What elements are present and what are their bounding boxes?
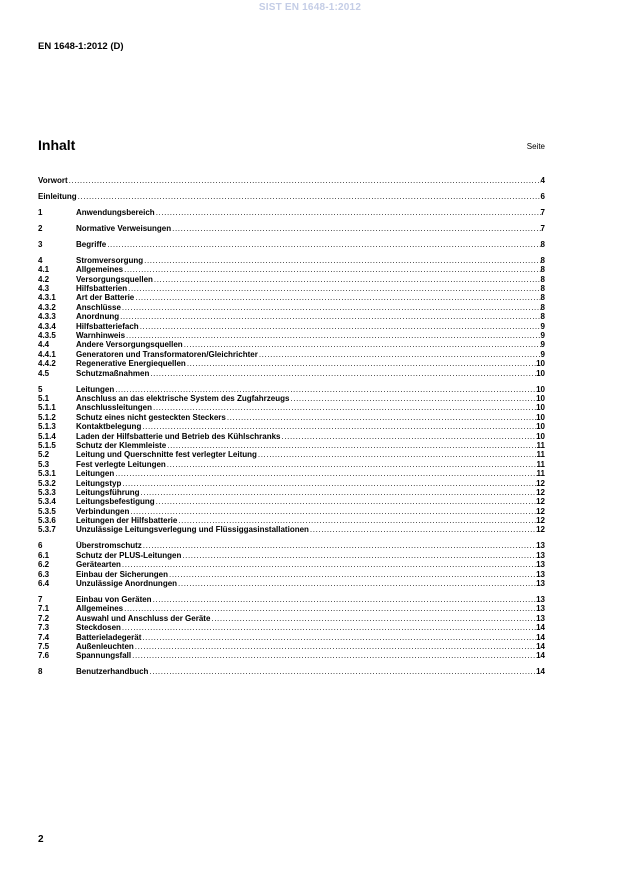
toc-entry-number: 5.3.3 <box>38 487 56 497</box>
toc-dot-leader <box>125 331 541 340</box>
toc-entry[interactable] <box>38 331 545 340</box>
toc-entry-title: Anwendungsbereich <box>76 207 155 217</box>
toc-entry-title: Einbau von Geräten <box>76 594 152 604</box>
toc-entry-page: 8 <box>540 293 545 303</box>
toc-entry-page: 14 <box>536 651 545 661</box>
toc-dot-leader <box>171 224 540 233</box>
toc-entry-page: 13 <box>536 613 545 623</box>
toc-dot-leader <box>121 623 536 632</box>
toc-entry-page: 8 <box>540 239 545 249</box>
toc-entry[interactable] <box>38 432 545 441</box>
toc-entry-number: 6.1 <box>38 550 50 560</box>
toc-entry-title: Leitungsbefestigung <box>76 497 155 507</box>
toc-entry[interactable] <box>38 497 545 506</box>
toc-dot-leader <box>121 560 536 569</box>
toc-entry-title: Leitungsführung <box>76 487 140 497</box>
toc-entry-page: 10 <box>536 412 545 422</box>
toc-entry-page: 13 <box>536 569 545 579</box>
toc-entry-number: 7.6 <box>38 651 50 661</box>
toc-entry-page: 12 <box>536 497 545 507</box>
toc-dot-leader <box>166 441 536 450</box>
toc-entry-page: 7 <box>540 223 545 233</box>
toc-entry-number: 7.3 <box>38 623 50 633</box>
toc-entry-title: Hilfsbatteriefach <box>76 321 139 331</box>
toc-entry-title: Anschluss an das elektrische System des Zugfahrzeugs <box>76 393 290 403</box>
toc-entry[interactable] <box>38 488 545 497</box>
toc-entry-title: Generatoren und Transformatoren/Gleichrichter <box>76 349 258 359</box>
toc-entry-title: Verbindungen <box>76 506 130 516</box>
toc-entry-title: Vorwort <box>38 176 68 185</box>
toc-entry[interactable] <box>38 275 545 284</box>
toc-dot-leader <box>114 469 536 478</box>
toc-entry-page: 11 <box>536 450 545 460</box>
toc-entry-title: Allgemeines <box>76 604 124 614</box>
toc-entry[interactable] <box>38 312 545 321</box>
toc-entry-page: 11 <box>536 469 545 479</box>
toc-dot-leader <box>148 667 536 676</box>
toc-entry-number: 5.3.6 <box>38 516 56 526</box>
toc-dot-leader <box>141 633 536 642</box>
toc-entry-number: 6.4 <box>38 579 50 588</box>
toc-entry-page: 8 <box>540 284 545 294</box>
toc-dot-leader <box>134 293 540 302</box>
toc-dot-leader <box>177 516 536 525</box>
toc-entry[interactable] <box>38 403 545 412</box>
toc-entry-title: Versorgungsquellen <box>76 274 153 284</box>
toc-entry-number: 6.2 <box>38 560 50 570</box>
toc-entry-title: Überstromschutz <box>76 541 142 551</box>
toc-entry-number: 3 <box>38 239 43 249</box>
toc-dot-leader <box>183 340 541 349</box>
toc-dot-leader <box>121 303 541 312</box>
toc-entry[interactable] <box>38 322 545 331</box>
toc-entry-page: 10 <box>536 422 545 432</box>
toc-entry[interactable] <box>38 413 545 422</box>
toc-entry[interactable] <box>38 441 545 450</box>
toc-entry[interactable] <box>38 525 545 534</box>
toc-entry-page: 10 <box>536 368 545 378</box>
toc-entry-title: Unzulässige Leitungsverlegung und Flüssiggasinstallationen <box>76 525 309 535</box>
toc-dot-leader <box>127 284 540 293</box>
toc-entry-number: 4.3 <box>38 284 50 294</box>
toc-dot-leader <box>155 208 541 217</box>
toc-entry-page: 13 <box>536 550 545 560</box>
toc-entry-page: 14 <box>536 623 545 633</box>
toc-entry[interactable] <box>38 667 545 676</box>
toc-entry-page: 8 <box>540 265 545 275</box>
toc-entry-title: Leitungstyp <box>76 478 122 488</box>
toc-dot-leader <box>143 256 540 265</box>
toc-entry-page: 11 <box>536 459 545 469</box>
toc-heading: Inhalt <box>38 137 76 153</box>
document-reference: EN 1648-1:2012 (D) <box>38 41 124 52</box>
toc-dot-leader <box>149 369 536 378</box>
toc-entry[interactable] <box>38 604 545 613</box>
toc-entry-page: 4 <box>540 176 545 185</box>
toc-entry-number: 7.4 <box>38 632 50 642</box>
toc-entry-number: 5.3 <box>38 459 50 469</box>
toc-entry[interactable] <box>38 469 545 478</box>
toc-dot-leader <box>121 479 536 488</box>
toc-entry-number: 7.2 <box>38 613 50 623</box>
toc-entry[interactable] <box>38 208 545 217</box>
toc-dot-leader <box>114 385 536 394</box>
toc-entry-title: Anschlussleitungen <box>76 403 153 413</box>
toc-entry-title: Gerätearten <box>76 560 121 570</box>
toc-entry[interactable] <box>38 579 545 588</box>
toc-entry-page: 10 <box>536 359 545 369</box>
toc-dot-leader <box>106 240 540 249</box>
toc-entry-title: Einbau der Sicherungen <box>76 569 169 579</box>
toc-entry[interactable] <box>38 450 545 459</box>
toc-entry-page: 9 <box>540 331 545 341</box>
toc-entry-number: 4.3.4 <box>38 321 56 331</box>
toc-dot-leader <box>168 570 536 579</box>
toc-entry-page: 12 <box>536 487 545 497</box>
toc-entry-number: 5.3.2 <box>38 478 56 488</box>
toc-entry-number: 4.2 <box>38 274 50 284</box>
toc-entry-number: 5.3.5 <box>38 506 56 516</box>
toc-entry-number: 7 <box>38 594 43 604</box>
toc-entry[interactable] <box>38 369 545 378</box>
toc-entry[interactable] <box>38 240 545 249</box>
toc-entry-title: Batterieladegerät <box>76 632 142 642</box>
toc-entry-number: 8 <box>38 667 43 677</box>
toc-entry-number: 5.1 <box>38 393 50 403</box>
toc-entry[interactable] <box>38 192 545 201</box>
toc-entry-title: Begriffe <box>76 239 107 249</box>
toc-dot-leader <box>289 394 536 403</box>
toc-entry-page: 13 <box>536 604 545 614</box>
toc-dot-leader <box>153 275 541 284</box>
toc-entry-title: Schutz der PLUS-Leitungen <box>76 550 182 560</box>
toc-entry-title: Hilfsbatterien <box>76 284 128 294</box>
toc-dot-leader <box>119 312 540 321</box>
toc-entry-page: 13 <box>536 579 545 588</box>
toc-entry-page: 9 <box>540 349 545 359</box>
toc-entry[interactable] <box>38 284 545 293</box>
toc-entry-title: Steckdosen <box>76 623 121 633</box>
toc-entry-page: 10 <box>536 393 545 403</box>
toc-entry[interactable] <box>38 293 545 302</box>
page-column-label: Seite <box>526 142 545 151</box>
toc-entry-number: 4.3.1 <box>38 293 56 303</box>
toc-dot-leader <box>186 359 536 368</box>
toc-entry-title: Leitungen <box>76 384 115 394</box>
toc-entry[interactable] <box>38 507 545 516</box>
toc-dot-leader <box>123 265 540 274</box>
toc-entry-title: Stromversorgung <box>76 255 144 265</box>
toc-entry-number: 4.3.3 <box>38 312 56 322</box>
toc-entry-number: 7.5 <box>38 641 50 651</box>
toc-entry[interactable] <box>38 359 545 368</box>
toc-dot-leader <box>257 450 537 459</box>
toc-entry[interactable] <box>38 642 545 651</box>
toc-entry-number: 4.1 <box>38 265 50 275</box>
toc-entry-title: Regenerative Energiequellen <box>76 359 186 369</box>
toc-entry-number: 6 <box>38 541 43 551</box>
table-of-contents <box>38 176 545 677</box>
toc-entry-title: Andere Versorgungsquellen <box>76 340 183 350</box>
toc-entry-title: Benutzerhandbuch <box>76 667 149 677</box>
toc-dot-leader <box>77 192 541 201</box>
toc-entry[interactable] <box>38 541 545 550</box>
toc-entry[interactable] <box>38 633 545 642</box>
watermark: SIST EN 1648-1:2012 <box>258 2 362 13</box>
toc-entry-title: Auswahl und Anschluss der Geräte <box>76 613 211 623</box>
toc-entry-title: Einleitung <box>38 191 77 201</box>
toc-entry-title: Schutz eines nicht gesteckten Steckers <box>76 412 226 422</box>
toc-dot-leader <box>226 413 536 422</box>
toc-entry[interactable] <box>38 623 545 632</box>
toc-entry-title: Art der Batterie <box>76 293 135 303</box>
toc-entry-title: Spannungsfall <box>76 651 132 661</box>
toc-entry-page: 6 <box>540 191 545 201</box>
toc-entry[interactable] <box>38 224 545 233</box>
toc-entry-page: 9 <box>540 321 545 331</box>
toc-entry-number: 5.1.5 <box>38 440 56 450</box>
toc-entry-page: 12 <box>536 506 545 516</box>
toc-entry-page: 12 <box>536 516 545 526</box>
toc-entry-page: 10 <box>536 384 545 394</box>
toc-dot-leader <box>142 541 536 550</box>
page-number: 2 <box>38 834 44 845</box>
toc-entry[interactable] <box>38 394 545 403</box>
toc-entry[interactable] <box>38 516 545 525</box>
toc-entry-page: 11 <box>536 440 545 450</box>
toc-entry-number: 1 <box>38 207 43 217</box>
toc-entry[interactable] <box>38 479 545 488</box>
toc-entry-title: Fest verlegte Leitungen <box>76 459 166 469</box>
toc-entry[interactable] <box>38 303 545 312</box>
toc-dot-leader <box>309 525 536 534</box>
toc-entry-number: 5.2 <box>38 450 50 460</box>
toc-entry-title: Kontaktbelegung <box>76 422 142 432</box>
toc-entry-page: 14 <box>536 632 545 642</box>
toc-dot-leader <box>141 422 536 431</box>
toc-entry[interactable] <box>38 570 545 579</box>
toc-entry-number: 6.3 <box>38 569 50 579</box>
toc-entry[interactable] <box>38 651 545 660</box>
toc-entry-title: Laden der Hilfsbatterie und Betrieb des Kühlschranks <box>76 431 281 441</box>
toc-dot-leader <box>68 176 541 185</box>
toc-entry-number: 4.5 <box>38 368 50 378</box>
toc-entry-number: 2 <box>38 223 43 233</box>
toc-entry-number: 5.1.3 <box>38 422 56 432</box>
toc-entry-title: Leitungen der Hilfsbatterie <box>76 516 178 526</box>
toc-dot-leader <box>152 403 536 412</box>
toc-dot-leader <box>131 651 536 660</box>
toc-entry-title: Schutz der Klemmleiste <box>76 440 167 450</box>
toc-entry[interactable] <box>38 350 545 359</box>
toc-dot-leader <box>155 497 536 506</box>
toc-entry-title: Schutzmaßnahmen <box>76 368 150 378</box>
toc-entry-page: 10 <box>536 403 545 413</box>
toc-dot-leader <box>152 595 537 604</box>
toc-entry[interactable] <box>38 460 545 469</box>
toc-entry-page: 7 <box>540 207 545 217</box>
toc-entry-page: 8 <box>540 302 545 312</box>
toc-entry-title: Unzulässige Anordnungen <box>76 579 178 588</box>
toc-entry-title: Leitung und Querschnitte fest verlegter Leitung <box>76 450 257 460</box>
toc-dot-leader <box>123 604 536 613</box>
toc-entry-page: 8 <box>540 312 545 322</box>
toc-entry[interactable] <box>38 265 545 274</box>
toc-entry-page: 14 <box>536 641 545 651</box>
toc-dot-leader <box>166 460 537 469</box>
toc-dot-leader <box>181 551 536 560</box>
toc-entry-title: Allgemeines <box>76 265 124 275</box>
toc-entry-page: 14 <box>536 667 545 677</box>
toc-entry-title: Anordnung <box>76 312 120 322</box>
toc-entry-page: 13 <box>536 594 545 604</box>
toc-entry-number: 5.3.7 <box>38 525 56 535</box>
toc-entry-number: 7.1 <box>38 604 50 614</box>
toc-entry-number: 4.4.2 <box>38 359 56 369</box>
toc-entry[interactable] <box>38 340 545 349</box>
toc-entry-title: Außenleuchten <box>76 641 134 651</box>
toc-dot-leader <box>281 432 537 441</box>
toc-entry-number: 4.3.2 <box>38 302 56 312</box>
toc-entry-page: 13 <box>536 560 545 570</box>
toc-entry[interactable] <box>38 614 545 623</box>
toc-dot-leader <box>134 642 536 651</box>
toc-dot-leader <box>258 350 541 359</box>
toc-dot-leader <box>139 322 541 331</box>
toc-entry-title: Warnhinweis <box>76 331 126 341</box>
toc-entry-number: 5 <box>38 384 43 394</box>
toc-entry-page: 13 <box>536 541 545 551</box>
toc-entry-page: 12 <box>536 525 545 535</box>
toc-dot-leader <box>140 488 537 497</box>
toc-entry-title: Normative Verweisungen <box>76 223 172 233</box>
toc-entry-title: Leitungen <box>76 469 115 479</box>
toc-entry-number: 4 <box>38 255 43 265</box>
toc-dot-leader <box>129 507 536 516</box>
toc-dot-leader <box>177 579 536 588</box>
toc-entry-number: 5.3.4 <box>38 497 56 507</box>
toc-entry-number: 5.3.1 <box>38 469 56 479</box>
toc-entry[interactable] <box>38 385 545 394</box>
toc-entry[interactable] <box>38 560 545 569</box>
toc-entry-number: 4.3.5 <box>38 331 56 341</box>
toc-dot-leader <box>210 614 536 623</box>
toc-entry[interactable] <box>38 551 545 560</box>
toc-entry-number: 5.1.2 <box>38 412 56 422</box>
toc-entry[interactable] <box>38 595 545 604</box>
toc-entry-page: 10 <box>536 431 545 441</box>
toc-entry-page: 8 <box>540 274 545 284</box>
toc-entry-page: 8 <box>540 255 545 265</box>
toc-entry[interactable] <box>38 422 545 431</box>
toc-entry-number: 5.1.4 <box>38 431 56 441</box>
toc-entry-page: 9 <box>540 340 545 350</box>
toc-entry[interactable] <box>38 176 545 185</box>
toc-entry[interactable] <box>38 256 545 265</box>
toc-entry-number: 4.4.1 <box>38 349 56 359</box>
toc-entry-number: 4.4 <box>38 340 50 350</box>
toc-entry-page: 12 <box>536 478 545 488</box>
toc-entry-number: 5.1.1 <box>38 403 56 413</box>
toc-entry-title: Anschlüsse <box>76 302 121 312</box>
